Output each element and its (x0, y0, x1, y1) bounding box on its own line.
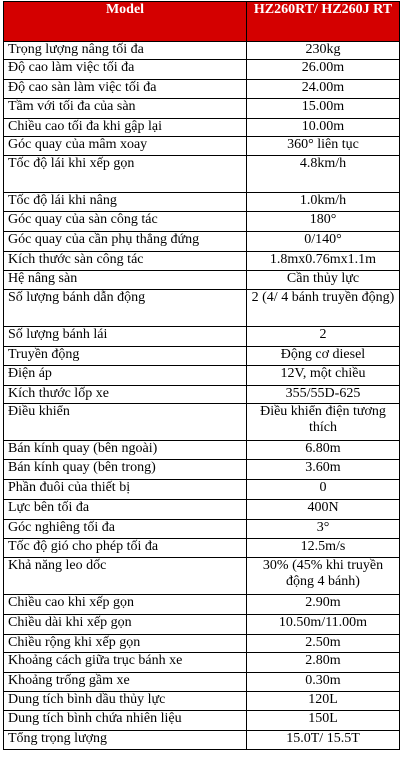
table-row (4, 99, 400, 119)
table-row (4, 615, 400, 635)
row-label: Số lượng bánh dẫn động (4, 290, 247, 327)
table-row (4, 327, 400, 347)
row-label: Dung tích bình dầu thủy lực (4, 692, 247, 711)
table-row (4, 137, 400, 156)
table-row (4, 539, 400, 558)
row-value: 15.00m (247, 99, 400, 119)
table-row (4, 711, 400, 731)
table-row (4, 232, 400, 252)
row-value: 24.00m (247, 80, 400, 99)
row-value: 2.80m (247, 653, 400, 673)
row-value: 15.0T/ 15.5T (247, 731, 400, 750)
row-value: 30% (45% khi truyền động 4 bánh) (247, 558, 400, 595)
row-label: Góc nghiêng tối đa (4, 520, 247, 539)
row-label: Dung tích bình chứa nhiên liệu (4, 711, 247, 731)
header-model: Model (4, 2, 247, 42)
row-value: 180° (247, 212, 400, 232)
table-row (4, 558, 400, 595)
row-label: Khả năng leo dốc (4, 558, 247, 595)
row-value: 120L (247, 692, 400, 711)
row-value: 12V, một chiều (247, 366, 400, 386)
table-row (4, 80, 400, 99)
row-value: 6.80m (247, 441, 400, 460)
table-row (4, 366, 400, 386)
row-value: 10.00m (247, 119, 400, 137)
row-label: Kích thước lốp xe (4, 386, 247, 404)
header-model-name: HZ260RT/ HZ260J RT (247, 2, 400, 42)
table-row (4, 252, 400, 271)
row-value: 1.0km/h (247, 193, 400, 212)
row-value: Động cơ diesel (247, 347, 400, 366)
row-label: Trọng lượng nâng tối đa (4, 42, 247, 60)
spec-table-container (3, 1, 399, 750)
table-row (4, 212, 400, 232)
row-value: 2 (247, 327, 400, 347)
row-label: Tốc độ lái khi nâng (4, 193, 247, 212)
table-row (4, 290, 400, 327)
row-value: 2.90m (247, 595, 400, 615)
row-value: 400N (247, 500, 400, 520)
row-label: Khoảng cách giữa trục bánh xe (4, 653, 247, 673)
row-label: Tốc độ lái khi xếp gọn (4, 156, 247, 193)
row-label: Số lượng bánh lái (4, 327, 247, 347)
row-label: Bán kính quay (bên ngoài) (4, 441, 247, 460)
table-row (4, 480, 400, 500)
row-label: Phần đuôi của thiết bị (4, 480, 247, 500)
row-label: Kích thước sàn công tác (4, 252, 247, 271)
row-label: Điều khiển (4, 404, 247, 441)
row-label: Góc quay của cần phụ thẳng đứng (4, 232, 247, 252)
row-label: Điện áp (4, 366, 247, 386)
row-label: Chiều cao khi xếp gọn (4, 595, 247, 615)
row-label: Chiều rộng khi xếp gọn (4, 635, 247, 653)
row-value: 12.5m/s (247, 539, 400, 558)
row-label: Chiều dài khi xếp gọn (4, 615, 247, 635)
row-value: 150L (247, 711, 400, 731)
specification-table (3, 1, 400, 750)
table-row (4, 156, 400, 193)
row-label: Hệ nâng sàn (4, 271, 247, 290)
row-value: Cần thủy lực (247, 271, 400, 290)
table-row (4, 653, 400, 673)
row-label: Tầm với tối đa của sàn (4, 99, 247, 119)
row-value: 4.8km/h (247, 156, 400, 193)
row-label: Truyền động (4, 347, 247, 366)
row-value: Điều khiển điện tương thích (247, 404, 400, 441)
table-row (4, 731, 400, 750)
row-label: Chiều cao tối đa khi gập lại (4, 119, 247, 137)
row-value: 10.50m/11.00m (247, 615, 400, 635)
row-label: Lực bên tối đa (4, 500, 247, 520)
row-label: Tốc độ gió cho phép tối đa (4, 539, 247, 558)
table-row (4, 595, 400, 615)
table-row (4, 193, 400, 212)
table-row (4, 520, 400, 539)
table-row (4, 500, 400, 520)
table-row (4, 119, 400, 137)
row-value: 0/140° (247, 232, 400, 252)
row-value: 1.8mx0.76mx1.1m (247, 252, 400, 271)
row-value: 0.30m (247, 673, 400, 692)
row-label: Tổng trọng lượng (4, 731, 247, 750)
table-row (4, 635, 400, 653)
row-value: 2.50m (247, 635, 400, 653)
table-row (4, 404, 400, 441)
row-value: 3° (247, 520, 400, 539)
table-row (4, 441, 400, 460)
table-row (4, 42, 400, 60)
row-value: 230kg (247, 42, 400, 60)
table-row (4, 386, 400, 404)
row-value: 355/55D-625 (247, 386, 400, 404)
row-label: Độ cao sàn làm việc tối đa (4, 80, 247, 99)
table-row (4, 460, 400, 480)
header-row (4, 2, 400, 42)
row-value: 0 (247, 480, 400, 500)
table-row (4, 347, 400, 366)
row-label: Bán kính quay (bên trong) (4, 460, 247, 480)
row-value: 26.00m (247, 60, 400, 80)
row-label: Độ cao làm việc tối đa (4, 60, 247, 80)
row-label: Khoảng trống gầm xe (4, 673, 247, 692)
table-row (4, 673, 400, 692)
row-label: Góc quay của mâm xoay (4, 137, 247, 156)
table-row (4, 60, 400, 80)
table-row (4, 271, 400, 290)
row-value: 3.60m (247, 460, 400, 480)
table-row (4, 692, 400, 711)
row-label: Góc quay của sàn công tác (4, 212, 247, 232)
row-value: 360° liên tục (247, 137, 400, 156)
row-value: 2 (4/ 4 bánh truyền động) (247, 290, 400, 327)
